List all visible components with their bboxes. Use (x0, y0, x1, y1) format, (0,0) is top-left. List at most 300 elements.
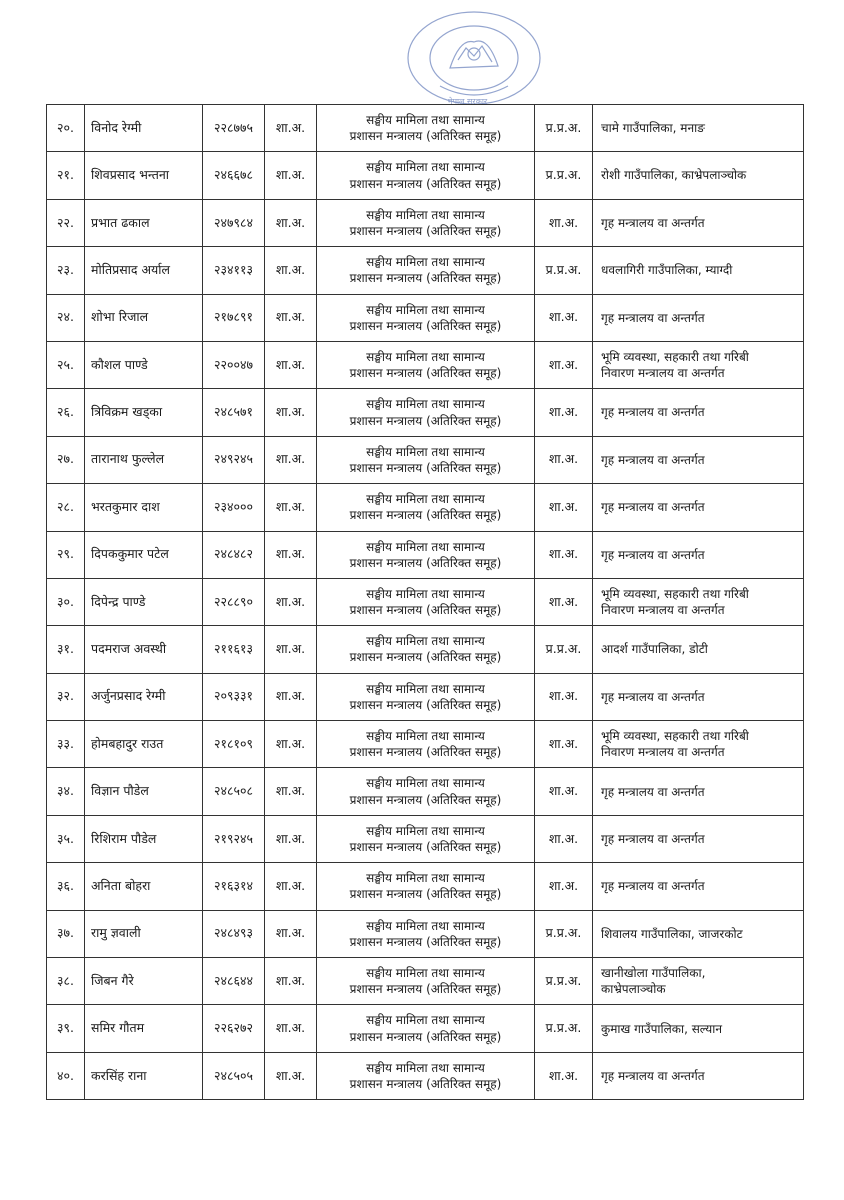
employee-name (85, 721, 203, 768)
table-body (47, 105, 804, 1100)
assigned-place (593, 958, 804, 1005)
position-level-text: शा.अ. (275, 167, 306, 183)
serial-number-text: २८. (57, 498, 74, 514)
assigned-role-text: शा.अ. (548, 404, 579, 420)
assigned-role-text: शा.अ. (548, 783, 579, 799)
serial-number-text: ३७. (57, 925, 74, 941)
ministry-text: प्रशासन मन्त्रालय (अतिरिक्त समूह) (349, 129, 502, 144)
position-level (265, 531, 317, 578)
ministry (317, 958, 535, 1005)
ministry-text: सङ्घीय मामिला तथा सामान्य (366, 1013, 485, 1028)
position-level (265, 484, 317, 531)
table-row (47, 436, 804, 483)
ministry-text: प्रशासन मन्त्रालय (अतिरिक्त समूह) (349, 792, 502, 807)
assigned-place-text: शिवालय गाउँपालिका, जाजरकोट (601, 926, 743, 941)
serial-number-text: ३४. (57, 783, 74, 799)
ministry-text: प्रशासन मन्त्रालय (अतिरिक्त समूह) (349, 745, 502, 760)
assigned-place-text: गृह मन्त्रालय वा अन्तर्गत (601, 452, 705, 467)
assigned-role-text: शा.अ. (548, 356, 579, 372)
ministry-text: सङ्घीय मामिला तथा सामान्य (366, 1060, 485, 1075)
assigned-role (535, 863, 593, 910)
assigned-role (535, 1052, 593, 1099)
serial-number-text: २१. (57, 167, 74, 183)
ministry (317, 436, 535, 483)
serial-number-text: ३५. (57, 830, 74, 846)
assigned-place-text: भूमि व्यवस्था, सहकारी तथा गरिबी (601, 349, 749, 364)
assigned-role-text: प्र.प्र.अ. (545, 972, 582, 988)
symbol-number-text: २१९२४५ (213, 830, 253, 846)
employee-name-text: शिवप्रसाद भन्तना (91, 167, 170, 183)
ministry-text: प्रशासन मन्त्रालय (अतिरिक्त समूह) (349, 697, 502, 712)
symbol-number (203, 578, 265, 625)
serial-number (47, 484, 85, 531)
assigned-place-text: गृह मन्त्रालय वा अन्तर्गत (601, 405, 705, 420)
assigned-place (593, 1005, 804, 1052)
position-level-text: शा.अ. (275, 688, 306, 704)
serial-number (47, 199, 85, 246)
assigned-role-text: प्र.प्र.अ. (545, 119, 582, 135)
assigned-place (593, 199, 804, 246)
serial-number-text: ३६. (57, 878, 74, 893)
serial-number (47, 626, 85, 673)
assigned-role (535, 436, 593, 483)
symbol-number-text: २४८५०५ (213, 1067, 253, 1083)
serial-number (47, 673, 85, 720)
serial-number (47, 294, 85, 341)
symbol-number (203, 341, 265, 388)
position-level (265, 1005, 317, 1052)
position-level-text: शा.अ. (275, 451, 306, 467)
ministry-text: सङ्घीय मामिला तथा सामान्य (366, 397, 485, 412)
serial-number-text: २३. (57, 261, 74, 277)
position-level-text: शा.अ. (275, 261, 306, 277)
serial-number-text: ३८. (57, 972, 74, 988)
appointment-table (46, 104, 804, 1100)
ministry-text: प्रशासन मन्त्रालय (अतिरिक्त समूह) (349, 1077, 502, 1091)
table-row (47, 1052, 804, 1099)
serial-number (47, 105, 85, 152)
ministry-text: सङ्घीय मामिला तथा सामान्य (366, 776, 485, 791)
assigned-place (593, 863, 804, 910)
assigned-role (535, 389, 593, 436)
symbol-number (203, 436, 265, 483)
ministry-text: प्रशासन मन्त्रालय (अतिरिक्त समूह) (349, 460, 502, 475)
assigned-role (535, 105, 593, 152)
assigned-role (535, 247, 593, 294)
position-level-text: शा.अ. (275, 404, 306, 420)
position-level (265, 578, 317, 625)
ministry-text: प्रशासन मन्त्रालय (अतिरिक्त समूह) (349, 982, 502, 997)
ministry-text: सङ्घीय मामिला तथा सामान्य (366, 255, 485, 270)
ministry-text: सङ्घीय मामिला तथा सामान्य (366, 207, 485, 222)
symbol-number-text: २२८८९० (213, 593, 253, 609)
position-level (265, 341, 317, 388)
serial-number-text: २२. (57, 214, 74, 230)
table-row (47, 863, 804, 910)
ministry (317, 910, 535, 957)
symbol-number-text: २११६१३ (213, 641, 253, 657)
serial-number (47, 389, 85, 436)
employee-name-text: विनोद रेग्मी (91, 119, 142, 135)
ministry-text: सङ्घीय मामिला तथा सामान्य (366, 681, 485, 696)
assigned-place-text: काभ्रेपलाञ्चोक (601, 982, 666, 997)
assigned-role-text: शा.अ. (548, 498, 579, 514)
serial-number (47, 1005, 85, 1052)
employee-name-text: भरतकुमार दाश (91, 498, 160, 514)
symbol-number-text: २४६६७८ (213, 167, 253, 183)
ministry-text: सङ्घीय मामिला तथा सामान्य (366, 539, 485, 554)
employee-name-text: दिपेन्द्र पाण्डे (91, 593, 146, 609)
symbol-number-text: २३४११३ (213, 261, 253, 277)
ministry (317, 863, 535, 910)
position-level (265, 1052, 317, 1099)
serial-number-text: २४. (57, 309, 74, 325)
employee-name (85, 294, 203, 341)
assigned-role-text: शा.अ. (548, 1067, 579, 1083)
assigned-place (593, 721, 804, 768)
assigned-place-text: गृह मन्त्रालय वा अन्तर्गत (601, 215, 705, 230)
symbol-number-text: २२००४७ (213, 356, 253, 372)
employee-name (85, 389, 203, 436)
symbol-number (203, 910, 265, 957)
serial-number-text: ३९. (57, 1020, 74, 1036)
assigned-role (535, 768, 593, 815)
symbol-number (203, 673, 265, 720)
symbol-number-text: २१८१०९ (213, 735, 253, 751)
employee-name (85, 105, 203, 152)
assigned-place-text: धवलागिरी गाउँपालिका, म्याग्दी (601, 263, 733, 278)
symbol-number (203, 768, 265, 815)
table-row (47, 484, 804, 531)
assigned-role (535, 531, 593, 578)
ministry (317, 815, 535, 862)
position-level-text: शा.अ. (275, 546, 306, 562)
table-row (47, 294, 804, 341)
ministry (317, 1052, 535, 1099)
table-row (47, 578, 804, 625)
employee-name (85, 152, 203, 199)
ministry (317, 152, 535, 199)
employee-name (85, 815, 203, 862)
position-level-text: शा.अ. (275, 925, 306, 941)
employee-name-text: रामु ज्ञवाली (91, 925, 141, 941)
employee-name (85, 863, 203, 910)
assigned-place-text: निवारण मन्त्रालय वा अन्तर्गत (601, 603, 725, 618)
assigned-place (593, 815, 804, 862)
appointment-table-container (46, 104, 803, 1100)
table-row (47, 768, 804, 815)
ministry-text: प्रशासन मन्त्रालय (अतिरिक्त समूह) (349, 366, 502, 381)
position-level-text: शा.अ. (275, 783, 306, 799)
serial-number (47, 341, 85, 388)
symbol-number (203, 721, 265, 768)
employee-name-text: त्रिविक्रम खड्का (91, 404, 163, 420)
symbol-number (203, 105, 265, 152)
ministry-text: प्रशासन मन्त्रालय (अतिरिक्त समूह) (349, 271, 502, 286)
ministry-text: प्रशासन मन्त्रालय (अतिरिक्त समूह) (349, 223, 502, 238)
symbol-number (203, 152, 265, 199)
employee-name-text: कौशल पाण्डे (91, 356, 148, 372)
assigned-place-text: निवारण मन्त्रालय वा अन्तर्गत (601, 745, 725, 760)
symbol-number (203, 815, 265, 862)
position-level (265, 863, 317, 910)
employee-name (85, 484, 203, 531)
assigned-place-text: भूमि व्यवस्था, सहकारी तथा गरिबी (601, 586, 749, 601)
symbol-number (203, 294, 265, 341)
assigned-role-text: शा.अ. (548, 214, 579, 230)
ministry (317, 626, 535, 673)
employee-name-text: रिशिराम पौडेल (91, 830, 157, 846)
symbol-number-text: २४८६४४ (213, 972, 253, 988)
ministry-text: प्रशासन मन्त्रालय (अतिरिक्त समूह) (349, 508, 502, 523)
assigned-role-text: शा.अ. (548, 309, 579, 325)
table-row (47, 1005, 804, 1052)
position-level-text: शा.अ. (275, 641, 306, 657)
assigned-place (593, 910, 804, 957)
serial-number-text: २६. (57, 404, 74, 420)
assigned-place (593, 152, 804, 199)
symbol-number-text: २४८४९३ (213, 925, 253, 941)
serial-number (47, 815, 85, 862)
symbol-number-text: २४८५०८ (213, 783, 253, 799)
ministry (317, 199, 535, 246)
assigned-place-text: चामे गाउँपालिका, मनाङ (601, 121, 705, 136)
employee-name (85, 341, 203, 388)
employee-name (85, 531, 203, 578)
employee-name-text: समिर गौतम (91, 1020, 145, 1036)
serial-number-text: २७. (57, 451, 74, 467)
ministry (317, 341, 535, 388)
employee-name (85, 1052, 203, 1099)
table-row (47, 389, 804, 436)
position-level (265, 815, 317, 862)
table-row (47, 673, 804, 720)
symbol-number-text: २२६२७२ (213, 1020, 253, 1036)
serial-number (47, 436, 85, 483)
assigned-place (593, 341, 804, 388)
employee-name-text: प्रभात ढकाल (91, 214, 150, 230)
assigned-place (593, 1052, 804, 1099)
assigned-place-text: गृह मन्त्रालय वा अन्तर्गत (601, 784, 705, 799)
assigned-role (535, 626, 593, 673)
employee-name-text: जिबन गैरे (91, 972, 134, 988)
ministry-text: सङ्घीय मामिला तथा सामान्य (366, 160, 485, 175)
serial-number (47, 531, 85, 578)
ministry-text: प्रशासन मन्त्रालय (अतिरिक्त समूह) (349, 176, 502, 191)
ministry-text: सङ्घीय मामिला तथा सामान्य (366, 918, 485, 933)
assigned-place (593, 436, 804, 483)
table-row (47, 199, 804, 246)
assigned-place (593, 578, 804, 625)
position-level-text: शा.अ. (275, 830, 306, 846)
symbol-number-text: २०९३३१ (213, 688, 253, 704)
ministry-text: प्रशासन मन्त्रालय (अतिरिक्त समूह) (349, 650, 502, 665)
position-level-text: शा.अ. (275, 1067, 306, 1083)
assigned-role-text: प्र.प्र.अ. (545, 1020, 582, 1036)
position-level (265, 389, 317, 436)
employee-name (85, 626, 203, 673)
assigned-role-text: प्र.प्र.अ. (545, 641, 582, 657)
ministry (317, 389, 535, 436)
assigned-role (535, 341, 593, 388)
symbol-number-text: २१६३१४ (213, 878, 253, 893)
symbol-number-text: २४८४८२ (213, 546, 253, 562)
ministry-text: सङ्घीय मामिला तथा सामान्य (366, 871, 485, 886)
serial-number (47, 578, 85, 625)
assigned-place (593, 389, 804, 436)
assigned-place-text: गृह मन्त्रालय वा अन्तर्गत (601, 879, 705, 894)
ministry-text: प्रशासन मन्त्रालय (अतिरिक्त समूह) (349, 318, 502, 333)
employee-name (85, 436, 203, 483)
assigned-role (535, 815, 593, 862)
assigned-role-text: शा.अ. (548, 735, 579, 751)
employee-name-text: अनिता बोहरा (91, 878, 151, 893)
ministry-text: सङ्घीय मामिला तथा सामान्य (366, 444, 485, 459)
table-row (47, 531, 804, 578)
position-level (265, 768, 317, 815)
table-row (47, 626, 804, 673)
position-level-text: शा.अ. (275, 498, 306, 514)
assigned-role-text: शा.अ. (548, 593, 579, 609)
position-level-text: शा.अ. (275, 119, 306, 135)
position-level (265, 910, 317, 957)
ministry-text: सङ्घीय मामिला तथा सामान्य (366, 302, 485, 317)
ministry-text: प्रशासन मन्त्रालय (अतिरिक्त समूह) (349, 413, 502, 428)
assigned-role-text: शा.अ. (548, 451, 579, 467)
serial-number (47, 863, 85, 910)
position-level-text: शा.अ. (275, 309, 306, 325)
employee-name (85, 910, 203, 957)
assigned-place-text: रोशी गाउँपालिका, काभ्रेपलाञ्चोक (601, 168, 747, 183)
serial-number (47, 910, 85, 957)
symbol-number (203, 484, 265, 531)
position-level (265, 105, 317, 152)
assigned-place (593, 484, 804, 531)
serial-number-text: ३२. (57, 688, 74, 704)
serial-number-text: ४०. (57, 1067, 74, 1083)
assigned-place (593, 626, 804, 673)
assigned-role (535, 578, 593, 625)
assigned-place (593, 247, 804, 294)
assigned-place (593, 531, 804, 578)
position-level-text: शा.अ. (275, 1020, 306, 1036)
ministry-text: प्रशासन मन्त्रालय (अतिरिक्त समूह) (349, 840, 502, 855)
position-level-text: शा.अ. (275, 972, 306, 988)
symbol-number-text: २४७९८४ (213, 214, 253, 230)
assigned-place-text: गृह मन्त्रालय वा अन्तर्गत (601, 500, 705, 515)
symbol-number (203, 958, 265, 1005)
employee-name-text: पदमराज अवस्थी (91, 641, 167, 657)
ministry-text: सङ्घीय मामिला तथा सामान्य (366, 729, 485, 744)
employee-name (85, 247, 203, 294)
position-level (265, 721, 317, 768)
assigned-place-text: निवारण मन्त्रालय वा अन्तर्गत (601, 366, 725, 381)
assigned-role (535, 294, 593, 341)
symbol-number-text: २४९२४५ (213, 451, 253, 467)
employee-name-text: मोतिप्रसाद अर्याल (91, 261, 170, 277)
employee-name-text: होमबहादुर राउत (91, 735, 164, 751)
employee-name (85, 958, 203, 1005)
position-level (265, 436, 317, 483)
position-level-text: शा.अ. (275, 593, 306, 609)
serial-number-text: २५. (57, 356, 74, 372)
assigned-place-text: गृह मन्त्रालय वा अन्तर्गत (601, 547, 705, 562)
assigned-place-text: गृह मन्त्रालय वा अन्तर्गत (601, 1068, 705, 1083)
ministry-text: सङ्घीय मामिला तथा सामान्य (366, 823, 485, 838)
assigned-place-text: गृह मन्त्रालय वा अन्तर्गत (601, 689, 705, 704)
assigned-role-text: शा.अ. (548, 546, 579, 562)
assigned-role (535, 958, 593, 1005)
symbol-number (203, 531, 265, 578)
assigned-role-text: प्र.प्र.अ. (545, 261, 582, 277)
assigned-role-text: शा.अ. (548, 688, 579, 704)
ministry (317, 247, 535, 294)
symbol-number-text: २१७८९१ (213, 309, 253, 325)
assigned-role (535, 484, 593, 531)
assigned-place (593, 105, 804, 152)
serial-number (47, 768, 85, 815)
table-row (47, 341, 804, 388)
assigned-place-text: गृह मन्त्रालय वा अन्तर्गत (601, 310, 705, 325)
ministry-text: सङ्घीय मामिला तथा सामान्य (366, 492, 485, 507)
ministry-text: प्रशासन मन्त्रालय (अतिरिक्त समूह) (349, 934, 502, 949)
ministry (317, 673, 535, 720)
serial-number-text: २०. (57, 119, 74, 135)
ministry (317, 768, 535, 815)
ministry (317, 105, 535, 152)
position-level-text: शा.अ. (275, 214, 306, 230)
assigned-place (593, 673, 804, 720)
employee-name (85, 768, 203, 815)
symbol-number-text: २२८७७५ (213, 119, 253, 135)
serial-number-text: ३३. (57, 735, 74, 751)
position-level (265, 247, 317, 294)
table-row (47, 958, 804, 1005)
symbol-number-text: २४८५७१ (213, 404, 253, 420)
position-level (265, 199, 317, 246)
position-level-text: शा.अ. (275, 878, 306, 893)
assigned-role (535, 199, 593, 246)
ministry (317, 484, 535, 531)
table-row (47, 721, 804, 768)
ministry (317, 721, 535, 768)
serial-number (47, 247, 85, 294)
ministry-text: सङ्घीय मामिला तथा सामान्य (366, 634, 485, 649)
symbol-number-text: २३४००० (213, 498, 253, 514)
ministry-text: प्रशासन मन्त्रालय (अतिरिक्त समूह) (349, 555, 502, 570)
ministry-text: प्रशासन मन्त्रालय (अतिरिक्त समूह) (349, 1029, 502, 1044)
serial-number-text: २९. (57, 546, 74, 562)
table-row (47, 247, 804, 294)
position-level-text: शा.अ. (275, 356, 306, 372)
assigned-place-text: कुमाख गाउँपालिका, सल्यान (601, 1021, 723, 1036)
ministry (317, 531, 535, 578)
ministry-text: प्रशासन मन्त्रालय (अतिरिक्त समूह) (349, 887, 502, 902)
serial-number (47, 958, 85, 1005)
symbol-number (203, 863, 265, 910)
assigned-role (535, 152, 593, 199)
table-row (47, 105, 804, 152)
ministry-text: सङ्घीय मामिला तथा सामान्य (366, 113, 485, 127)
position-level-text: शा.अ. (275, 735, 306, 751)
serial-number-text: ३०. (57, 593, 74, 609)
assigned-place (593, 768, 804, 815)
symbol-number (203, 247, 265, 294)
symbol-number (203, 1005, 265, 1052)
ministry-text: सङ्घीय मामिला तथा सामान्य (366, 966, 485, 981)
serial-number-text: ३१. (57, 641, 74, 657)
employee-name (85, 673, 203, 720)
